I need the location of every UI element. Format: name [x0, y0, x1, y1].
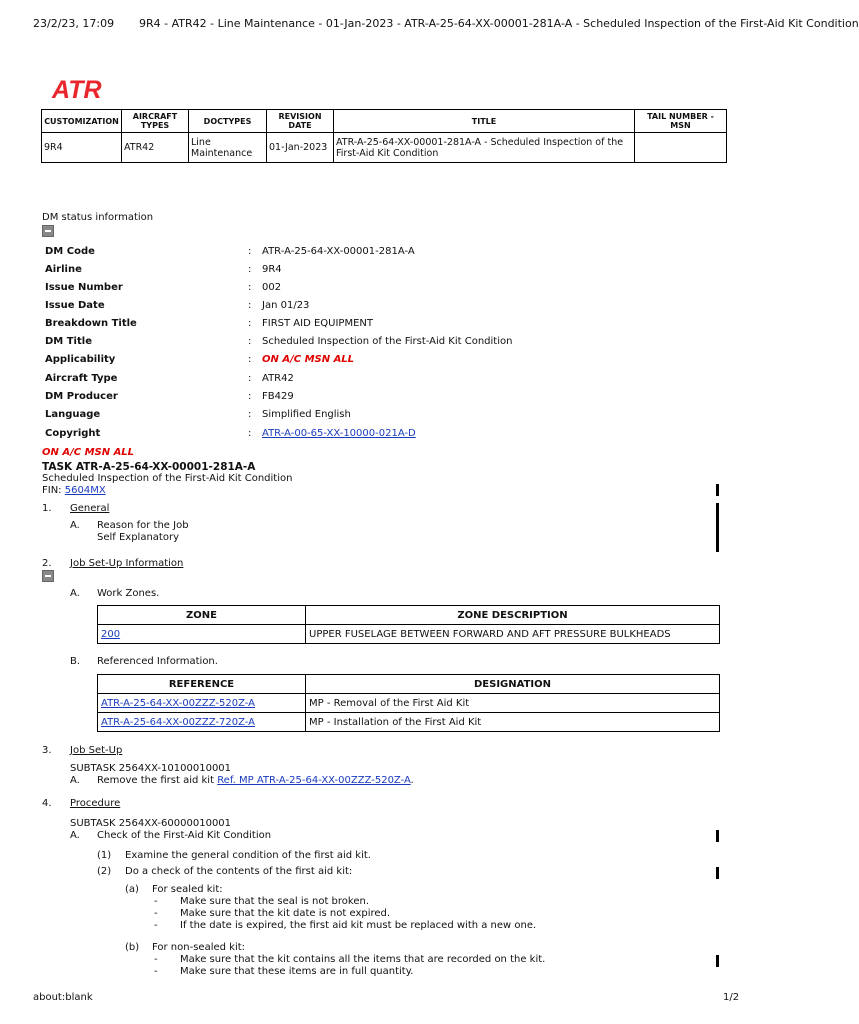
- subtask-id: SUBTASK 2564XX-60000010001: [70, 818, 232, 829]
- column-header: ZONE DESCRIPTION: [306, 606, 720, 625]
- substep-label: (b): [125, 942, 140, 953]
- dm-info-row: [45, 428, 745, 446]
- item-label: A.: [70, 520, 80, 531]
- table-cell: ATR42: [122, 133, 189, 163]
- item-text: Referenced Information.: [97, 656, 218, 667]
- info-value: Scheduled Inspection of the First-Aid Kit Condition: [262, 336, 513, 347]
- dm-info-row: [45, 409, 745, 427]
- revision-bar: [716, 867, 719, 879]
- info-colon: :: [248, 246, 252, 257]
- step-text: Examine the general condition of the first aid kit.: [125, 850, 371, 861]
- section-number: 1.: [42, 503, 52, 514]
- revision-bar: [716, 830, 719, 842]
- bullet-text: Make sure that the kit date is not expired.: [180, 908, 391, 919]
- info-colon: :: [248, 409, 252, 420]
- section-number: 3.: [42, 745, 52, 756]
- dm-info-row: [45, 336, 745, 354]
- column-header: ZONE: [98, 606, 306, 625]
- bullet-text: Make sure that the seal is not broken.: [180, 896, 369, 907]
- info-value: FIRST AID EQUIPMENT: [262, 318, 373, 329]
- fin-line: [42, 485, 106, 496]
- table-row: [42, 133, 727, 163]
- dm-info-row: [45, 264, 745, 282]
- info-key: Copyright: [45, 428, 101, 439]
- bullet-text: Make sure that these items are in full quantity.: [180, 966, 414, 977]
- table-cell: MP - Removal of the First Aid Kit: [306, 694, 720, 713]
- step-label: (1): [97, 850, 112, 861]
- bullet-dash: -: [154, 896, 158, 907]
- atr-logo: [52, 78, 162, 102]
- table-cell: 9R4: [42, 133, 122, 163]
- info-colon: :: [248, 300, 252, 311]
- item-label: A.: [70, 830, 80, 841]
- section-number: 4.: [42, 798, 52, 809]
- fin-link[interactable]: 5604MX: [64, 485, 106, 496]
- step-text: Do a check of the contents of the first aid kit:: [125, 866, 353, 877]
- bullet-dash: -: [154, 920, 158, 931]
- info-colon: :: [248, 428, 252, 439]
- dm-info-row: [45, 391, 745, 409]
- item-subtext: Self Explanatory: [97, 532, 180, 543]
- print-footer-url: about:blank: [33, 992, 93, 1003]
- column-header: REFERENCE: [98, 675, 306, 694]
- print-page-title: 9R4 - ATR42 - Line Maintenance - 01-Jan-2023 - ATR-A-25-64-XX-00001-281A-A - Scheduled Inspection of the First-Aid Kit Condition: [139, 17, 859, 30]
- item-text: [97, 775, 414, 786]
- column-header: AIRCRAFT TYPES: [122, 110, 189, 133]
- dm-info-row: [45, 318, 745, 336]
- item-text: Work Zones.: [97, 588, 160, 599]
- info-colon: :: [248, 318, 252, 329]
- info-value: FB429: [262, 391, 294, 402]
- document-meta-table: [41, 109, 727, 163]
- table-cell[interactable]: [98, 625, 306, 644]
- referenced-info-table: [97, 674, 720, 732]
- dm-info-row: [45, 300, 745, 318]
- substep-label: (a): [125, 884, 139, 895]
- substep-text: For sealed kit:: [152, 884, 223, 895]
- info-colon: :: [248, 391, 252, 402]
- bullet-dash: -: [154, 966, 158, 977]
- column-header: REVISION DATE: [267, 110, 334, 133]
- subtask-id: SUBTASK 2564XX-10100010001: [70, 763, 232, 774]
- column-header: TAIL NUMBER - MSN: [635, 110, 727, 133]
- column-header: CUSTOMIZATION: [42, 110, 122, 133]
- bullet-text: Make sure that the kit contains all the items that are recorded on the kit.: [180, 954, 546, 965]
- item-text-end: .: [410, 775, 414, 786]
- revision-bar: [716, 955, 719, 967]
- task-subtitle: Scheduled Inspection of the First-Aid Kit Condition: [42, 473, 293, 484]
- substep-text: For non-sealed kit:: [152, 942, 246, 953]
- info-key: DM Code: [45, 246, 95, 257]
- info-key: DM Producer: [45, 391, 118, 402]
- info-value: Simplified English: [262, 409, 351, 420]
- bullet-text: If the date is expired, the first aid kit must be replaced with a new one.: [180, 920, 537, 931]
- info-key: Applicability: [45, 354, 116, 365]
- item-text-body: Remove the first aid kit: [97, 775, 214, 786]
- zone-link[interactable]: 200: [101, 628, 121, 640]
- svg-text:ATR: ATR: [52, 76, 102, 104]
- info-key: Issue Date: [45, 300, 105, 311]
- table-row: [98, 694, 720, 713]
- info-value: Jan 01/23: [262, 300, 310, 311]
- dm-info-row: [45, 354, 745, 372]
- section-title-job-setup-info: Job Set-Up Information: [70, 558, 184, 569]
- dm-info-row: [45, 282, 745, 300]
- section-title-job-setup: Job Set-Up: [70, 745, 123, 756]
- info-value: 002: [262, 282, 282, 293]
- step-label: (2): [97, 866, 112, 877]
- table-cell: [635, 133, 727, 163]
- column-header: TITLE: [334, 110, 635, 133]
- item-text: Check of the First-Aid Kit Condition: [97, 830, 272, 841]
- task-applicability: ON A/C MSN ALL: [42, 447, 135, 458]
- column-header: DOCTYPES: [189, 110, 267, 133]
- dm-info-row: [45, 246, 745, 264]
- section-title-general: General: [70, 503, 110, 514]
- info-key: Issue Number: [45, 282, 123, 293]
- item-text: Reason for the Job: [97, 520, 189, 531]
- revision-bar: [716, 484, 719, 496]
- dm-status-label: DM status information: [42, 212, 154, 223]
- reference-link[interactable]: ATR-A-25-64-XX-00ZZZ-520Z-A: [101, 697, 256, 709]
- applicability-value: ON A/C MSN ALL: [262, 354, 355, 365]
- print-page-number: 1/2: [723, 992, 740, 1003]
- info-colon: :: [248, 354, 252, 365]
- info-colon: :: [248, 336, 252, 347]
- info-key: DM Title: [45, 336, 92, 347]
- info-value: ATR42: [262, 373, 294, 384]
- info-value: 9R4: [262, 264, 282, 275]
- table-cell: MP - Installation of the First Aid Kit: [306, 713, 720, 732]
- table-cell[interactable]: [98, 694, 306, 713]
- task-title: TASK ATR-A-25-64-XX-00001-281A-A: [42, 461, 256, 473]
- item-label: B.: [70, 656, 81, 667]
- reference-link[interactable]: ATR-A-25-64-XX-00ZZZ-720Z-A: [101, 716, 256, 728]
- fin-label: FIN:: [42, 485, 62, 496]
- bullet-dash: -: [154, 908, 158, 919]
- column-header: DESIGNATION: [306, 675, 720, 694]
- revision-bar: [716, 503, 719, 552]
- collapse-minus-icon[interactable]: [42, 225, 54, 237]
- info-key: Aircraft Type: [45, 373, 118, 384]
- table-cell: ATR-A-25-64-XX-00001-281A-A - Scheduled Inspection of the First-Aid Kit Condition: [334, 133, 635, 163]
- section-title-procedure: Procedure: [70, 798, 121, 809]
- table-cell[interactable]: [98, 713, 306, 732]
- ref-mp-link[interactable]: Ref. MP ATR-A-25-64-XX-00ZZZ-520Z-A: [217, 775, 411, 786]
- collapse-minus-icon[interactable]: [42, 570, 54, 582]
- table-row: [98, 625, 720, 644]
- bullet-dash: -: [154, 954, 158, 965]
- info-key: Airline: [45, 264, 82, 275]
- copyright-link[interactable]: ATR-A-00-65-XX-10000-021A-D: [262, 428, 416, 439]
- info-key: Breakdown Title: [45, 318, 137, 329]
- table-cell: 01-Jan-2023: [267, 133, 334, 163]
- print-datetime: 23/2/23, 17:09: [33, 17, 115, 30]
- table-cell: Line Maintenance: [189, 133, 267, 163]
- item-label: A.: [70, 775, 80, 786]
- item-label: A.: [70, 588, 80, 599]
- info-colon: :: [248, 373, 252, 384]
- dm-info-row: [45, 373, 745, 391]
- info-colon: :: [248, 264, 252, 275]
- info-colon: :: [248, 282, 252, 293]
- section-number: 2.: [42, 558, 52, 569]
- work-zones-table: [97, 605, 720, 644]
- info-value: ATR-A-25-64-XX-00001-281A-A: [262, 246, 415, 257]
- table-row: [98, 713, 720, 732]
- info-key: Language: [45, 409, 101, 420]
- table-cell: UPPER FUSELAGE BETWEEN FORWARD AND AFT PRESSURE BULKHEADS: [306, 625, 720, 644]
